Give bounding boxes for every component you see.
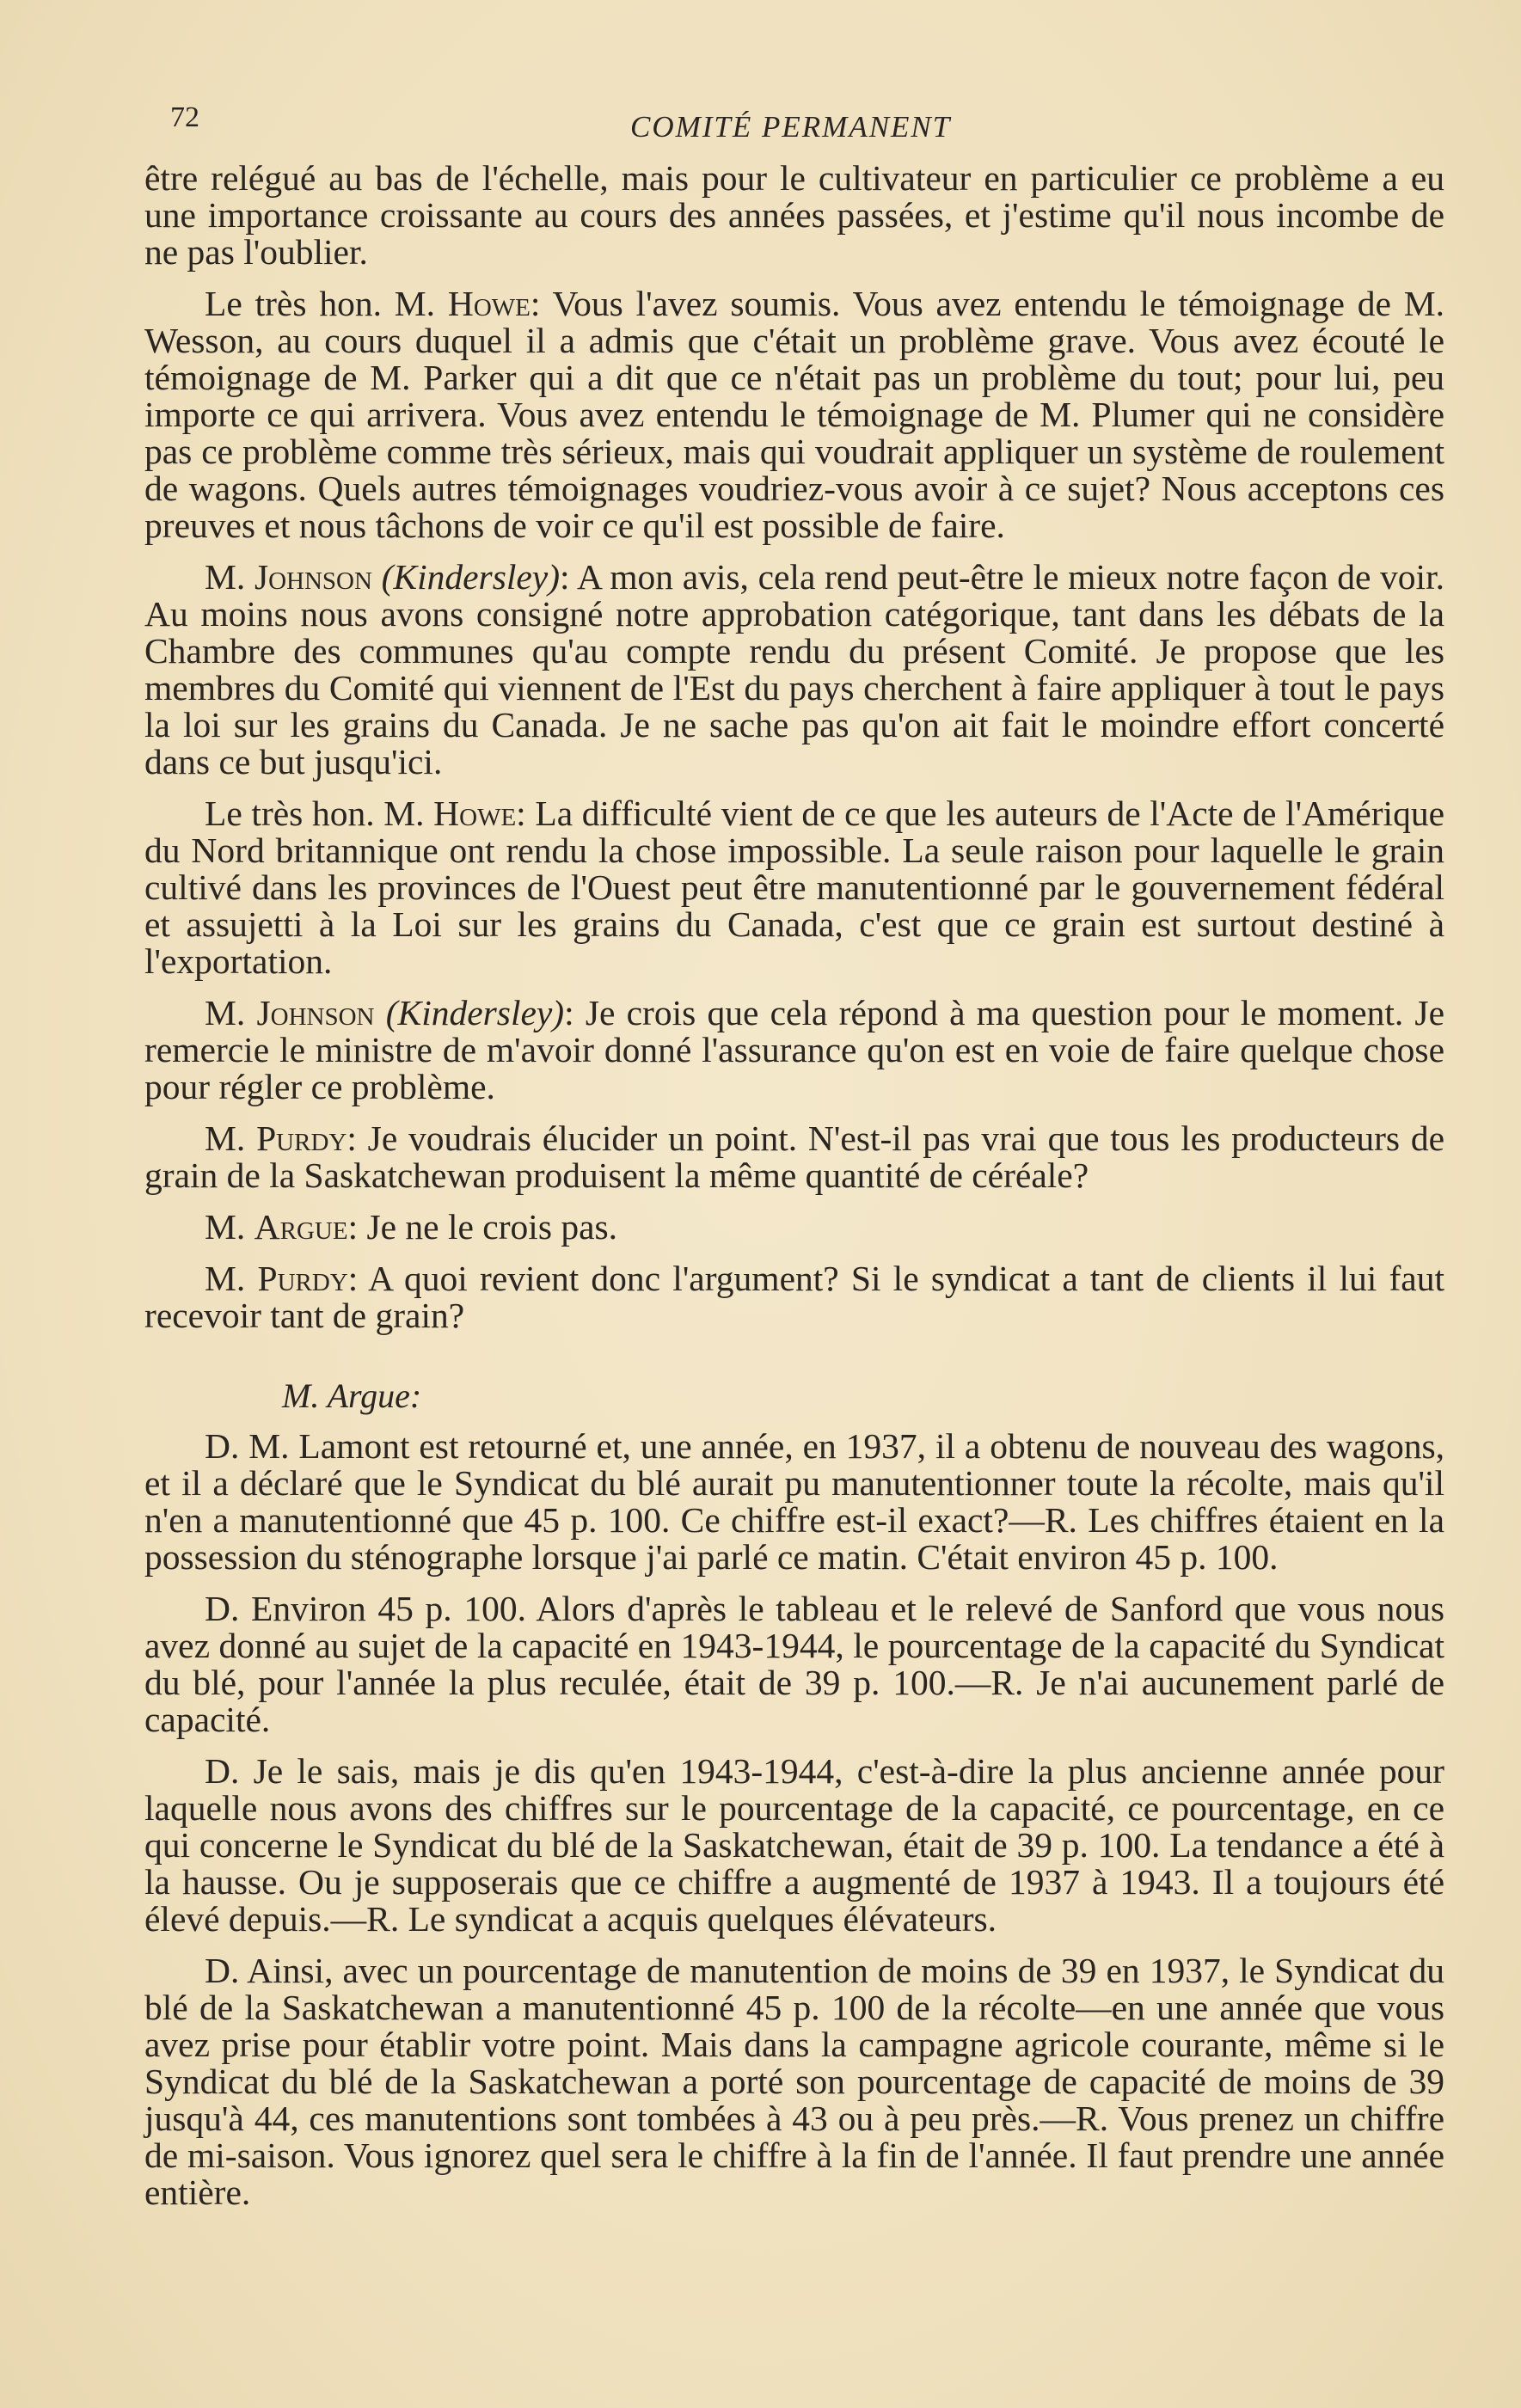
paragraph xyxy=(144,995,1444,1106)
speaker-prefix: M. xyxy=(205,1118,246,1158)
speaker-riding: (Kindersley) xyxy=(385,993,565,1032)
running-title: COMITÉ PERMANENT xyxy=(630,110,952,144)
speech-text: : Vous l'avez soumis. Vous avez entendu le témoignage de M. Wesson, au cours duquel il a admis que c'était un problème grave. Vous avez écouté le témoignage de M. Parker qui a dit que ce n'était pas un problème du tout; pour lui, peu importe ce qui arrivera. Vous avez entendu le témoignage de M. Plumer qui ne considère pas ce problème comme très sérieux, mais qui voudrait appliquer un système de roulement de wagons. Quels autres témoignages voudriez-vous avoir à ce sujet? Nous acceptons ces preuves et nous tâchons de voir ce qu'il est possible de faire. xyxy=(144,284,1445,545)
question-answer: D. Environ 45 p. 100. Alors d'après le tableau et le relevé de Sanford que vous nous avez donné au sujet de la capacité en 1943-1944, le pourcentage de la capacité du Syndicat du blé, pour l'année la plus reculée, était de 39 p. 100.—R. Je n'ai aucunement parlé de capacité. xyxy=(144,1589,1444,1739)
speaker-name: Howe xyxy=(433,793,517,833)
paragraph xyxy=(144,285,1444,544)
speech-text: : Je voudrais élucider un point. N'est-il pas vrai que tous les producteurs de grain de la Saskatchewan produisent la même quantité de céréale? xyxy=(144,1118,1445,1195)
speaker-name: Purdy xyxy=(257,1259,348,1298)
paragraph xyxy=(144,1209,1444,1246)
paragraph xyxy=(144,795,1444,980)
page-body xyxy=(144,160,1444,2226)
speech-text: : Je ne le crois pas. xyxy=(347,1207,618,1247)
speaker-name: Johnson xyxy=(254,557,372,597)
speaker-prefix: M. xyxy=(205,1207,246,1247)
page-number: 72 xyxy=(170,101,199,133)
speaker-name: Howe xyxy=(447,284,531,323)
paragraph xyxy=(144,1260,1444,1334)
question-answer: D. Je le sais, mais je dis qu'en 1943-1944, c'est-à-dire la plus ancienne année pour laquelle nous avons des chiffres sur le pourcentage de la capacité, ce pourcentage, en ce qui concerne le Syndicat du blé de la Saskatchewan, était de 39 p. 100. La tendance a été à la hausse. Ou je supposerais que ce chiffre a augmenté de 1937 à 1943. Il a toujours été élevé depuis.—R. Le syndicat a acquis quelques élévateurs. xyxy=(144,1751,1444,1939)
section-label: M. Argue: xyxy=(282,1376,422,1415)
question-answer: D. Ainsi, avec un pourcentage de manutention de moins de 39 en 1937, le Syndicat du blé de la Saskatchewan a manutentionné 45 p. 100 de la récolte—en une année que vous avez prise pour établir votre point. Mais dans la campagne agricole courante, même si le Syndicat du blé de la Saskatchewan a porté son pourcentage de capacité de moins de 39 jusqu'à 44, ces manutentions sont tombées à 43 ou à peu près.—R. Vous prenez un chiffre de mi-saison. Vous ignorez quel sera le chiffre à la fin de l'année. Il faut prendre une année entière. xyxy=(144,1951,1444,2212)
paragraph xyxy=(144,559,1444,781)
question-answer: D. M. Lamont est retourné et, une année, en 1937, il a obtenu de nouveau des wagons, et il a déclaré que le Syndicat du blé aurait pu manutentionner toute la récolte, mais qu'il n'en a manutentionné que 45 p. 100. Ce chiffre est-il exact?—R. Les chiffres étaient en la possession du sténographe lorsque j'ai parlé ce matin. C'était environ 45 p. 100. xyxy=(144,1426,1444,1577)
paragraph xyxy=(144,1120,1444,1194)
speaker-prefix: M. xyxy=(205,993,246,1032)
speaker-name: Purdy xyxy=(256,1118,347,1158)
speaker-prefix: M. xyxy=(205,1259,246,1298)
paragraph: être relégué au bas de l'échelle, mais pour le cultivateur en particulier ce problème a eu une importance croissante au cours des années passées, et j'estime qu'il nous incombe de ne pas l'oublier. xyxy=(144,158,1444,272)
speaker-name: Argue xyxy=(254,1207,348,1247)
speech-text: : A quoi revient donc l'argument? Si le syndicat a tant de clients il lui faut recevoir tant de grain? xyxy=(144,1259,1445,1335)
speaker-prefix: Le très hon. M. xyxy=(205,793,425,833)
page-header xyxy=(170,101,1365,144)
speaker-prefix: Le très hon. M. xyxy=(205,284,436,323)
speaker-riding: (Kindersley) xyxy=(381,557,561,597)
speech-text: : La difficulté vient de ce que les auteurs de l'Acte de l'Amérique du Nord britannique ont rendu la chose impossible. La seule raison pour laquelle le grain cultivé dans les provinces de l'Ouest peut être manutentionné par le gouvernement fédéral et assujetti à la Loi sur les grains du Canada, c'est que ce grain est surtout destiné à l'exportation. xyxy=(144,793,1445,981)
speech-text: : Je crois que cela répond à ma question pour le moment. Je remercie le ministre de m'avoir donné l'assurance qu'on est en voie de faire quelque chose pour régler ce problème. xyxy=(144,993,1444,1106)
speaker-prefix: M. xyxy=(205,557,246,597)
speech-text: : A mon avis, cela rend peut-être le mieux notre façon de voir. Au moins nous avons consigné notre approbation catégorique, tant dans les débats de la Chambre des communes qu'au compte rendu du présent Comité. Je propose que les membres du Comité qui viennent de l'Est du pays cherchent à faire appliquer à tout le pays la loi sur les grains du Canada. Je ne sache pas qu'on ait fait le moindre effort concerté dans ce but jusqu'ici. xyxy=(144,557,1444,781)
speaker-name: Johnson xyxy=(256,993,375,1032)
